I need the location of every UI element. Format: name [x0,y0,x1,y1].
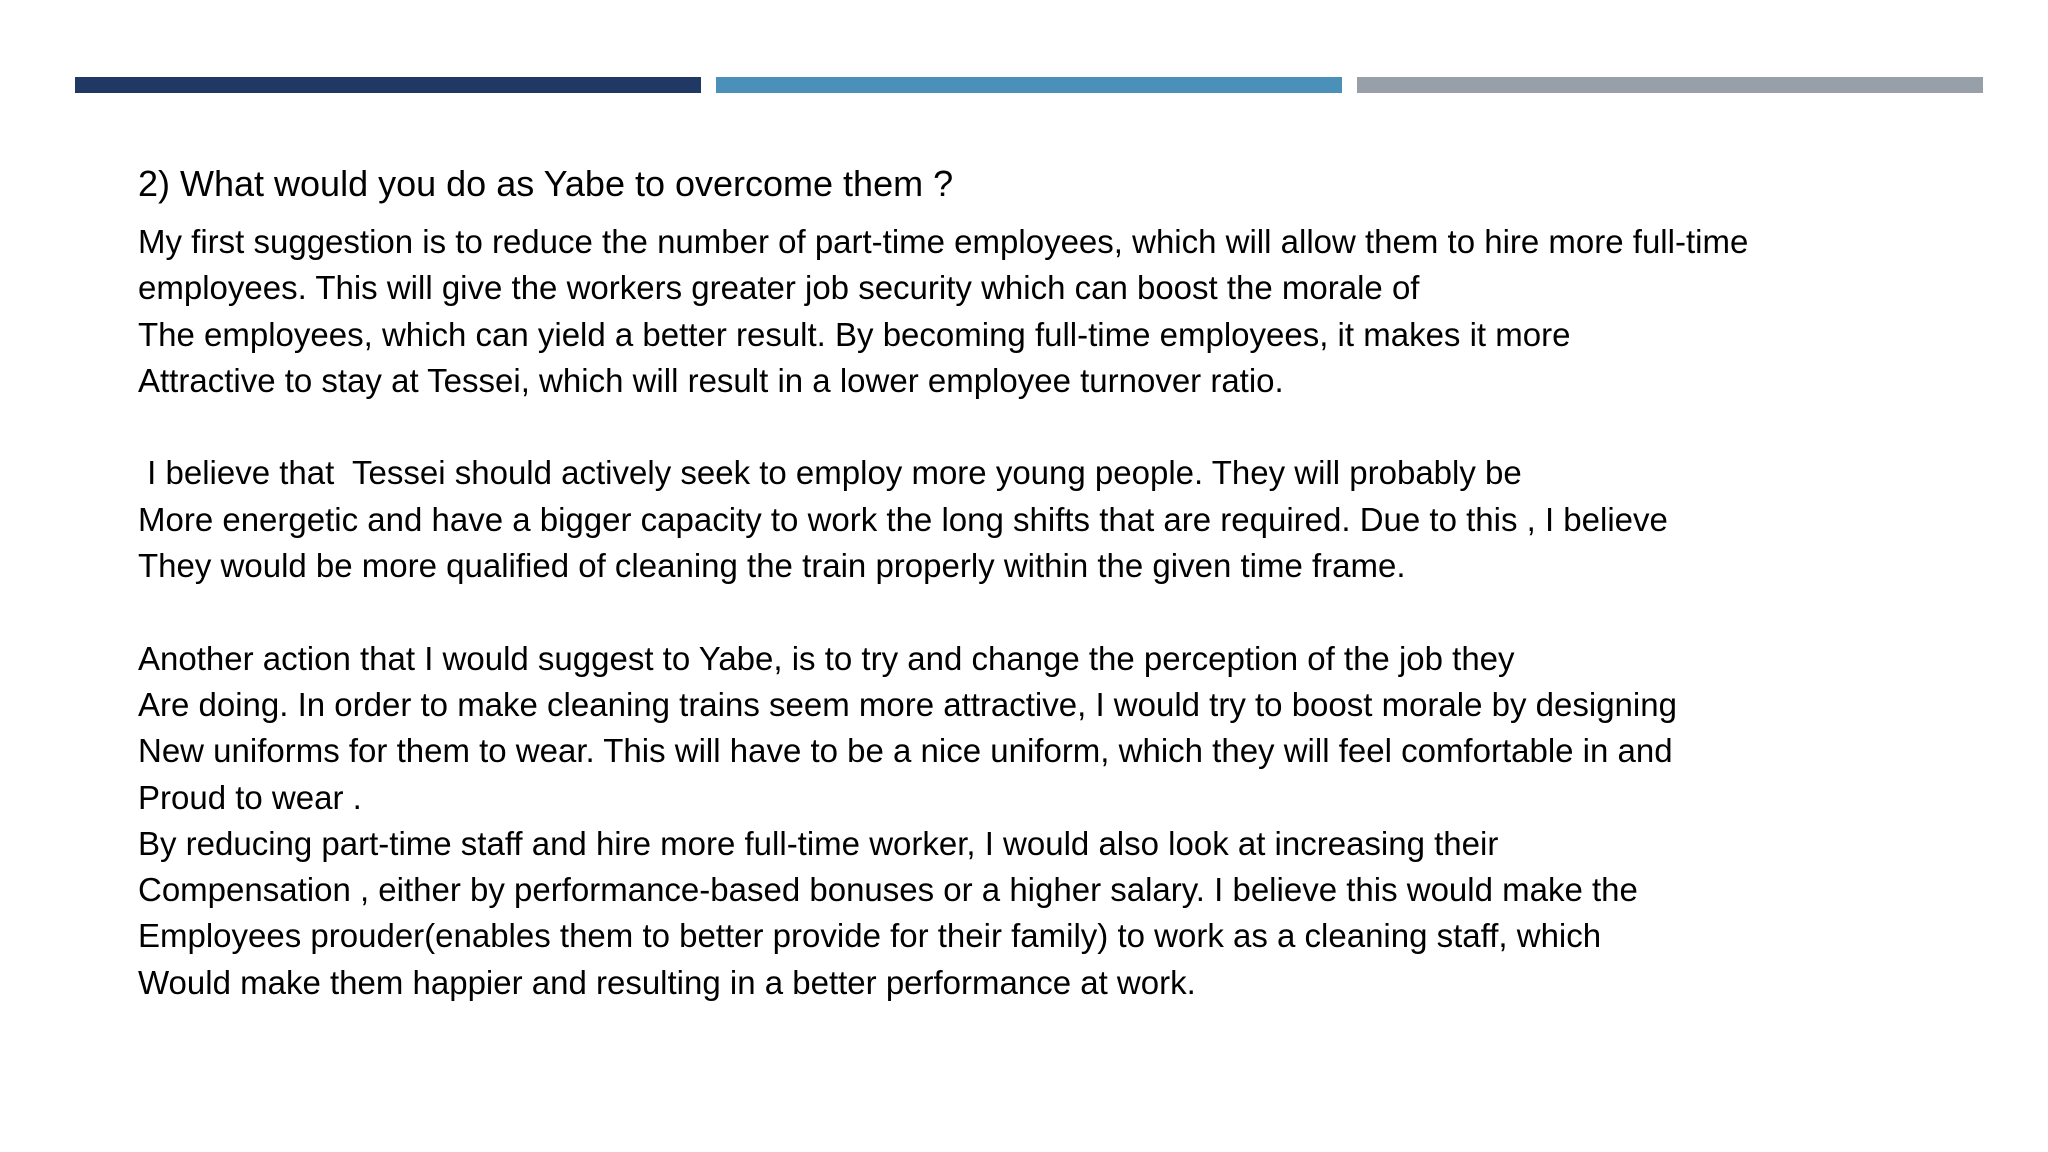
body-line: By reducing part-time staff and hire more full-time worker, I would also look at increasing their [138,824,1499,862]
header-decoration-bars [75,77,1983,93]
decoration-bar-light-blue [716,77,1342,93]
blank-line [138,404,1958,450]
body-line: They would be more qualified of cleaning the train properly within the given time frame. [138,547,1406,585]
body-line: Would make them happier and resulting in a better performance at work. [138,963,1196,1001]
body-line: I believe that Tessei should actively seek to employ more young people. They will probably be [138,454,1522,492]
decoration-bar-dark-blue [75,77,701,93]
body-line: Are doing. In order to make cleaning trains seem more attractive, I would try to boost morale by designing [138,685,1677,723]
body-line: Another action that I would suggest to Yabe, is to try and change the perception of the job they [138,639,1515,677]
body-line: Attractive to stay at Tessei, which will result in a lower employee turnover ratio. [138,361,1284,399]
body-line: New uniforms for them to wear. This will have to be a nice uniform, which they will feel comfortable in and [138,732,1673,770]
slide-body [138,219,1958,1006]
decoration-bar-gray [1357,77,1983,93]
body-line: Compensation , either by performance-based bonuses or a higher salary. I believe this would make the [138,871,1638,909]
body-line: The employees, which can yield a better result. By becoming full-time employees, it makes it more [138,315,1571,353]
slide-title: 2) What would you do as Yabe to overcome them ? [138,163,954,204]
body-line: Employees prouder(enables them to better provide for their family) to work as a cleaning staff, which [138,917,1602,955]
blank-line [138,589,1958,635]
body-line: More energetic and have a bigger capacity to work the long shifts that are required. Due to this , I believe [138,500,1668,538]
body-line: My first suggestion is to reduce the number of part-time employees, which will allow them to hire more full-time [138,223,1749,260]
body-line: Proud to wear . [138,778,362,816]
body-line: employees. This will give the workers greater job security which can boost the morale of [138,269,1420,307]
